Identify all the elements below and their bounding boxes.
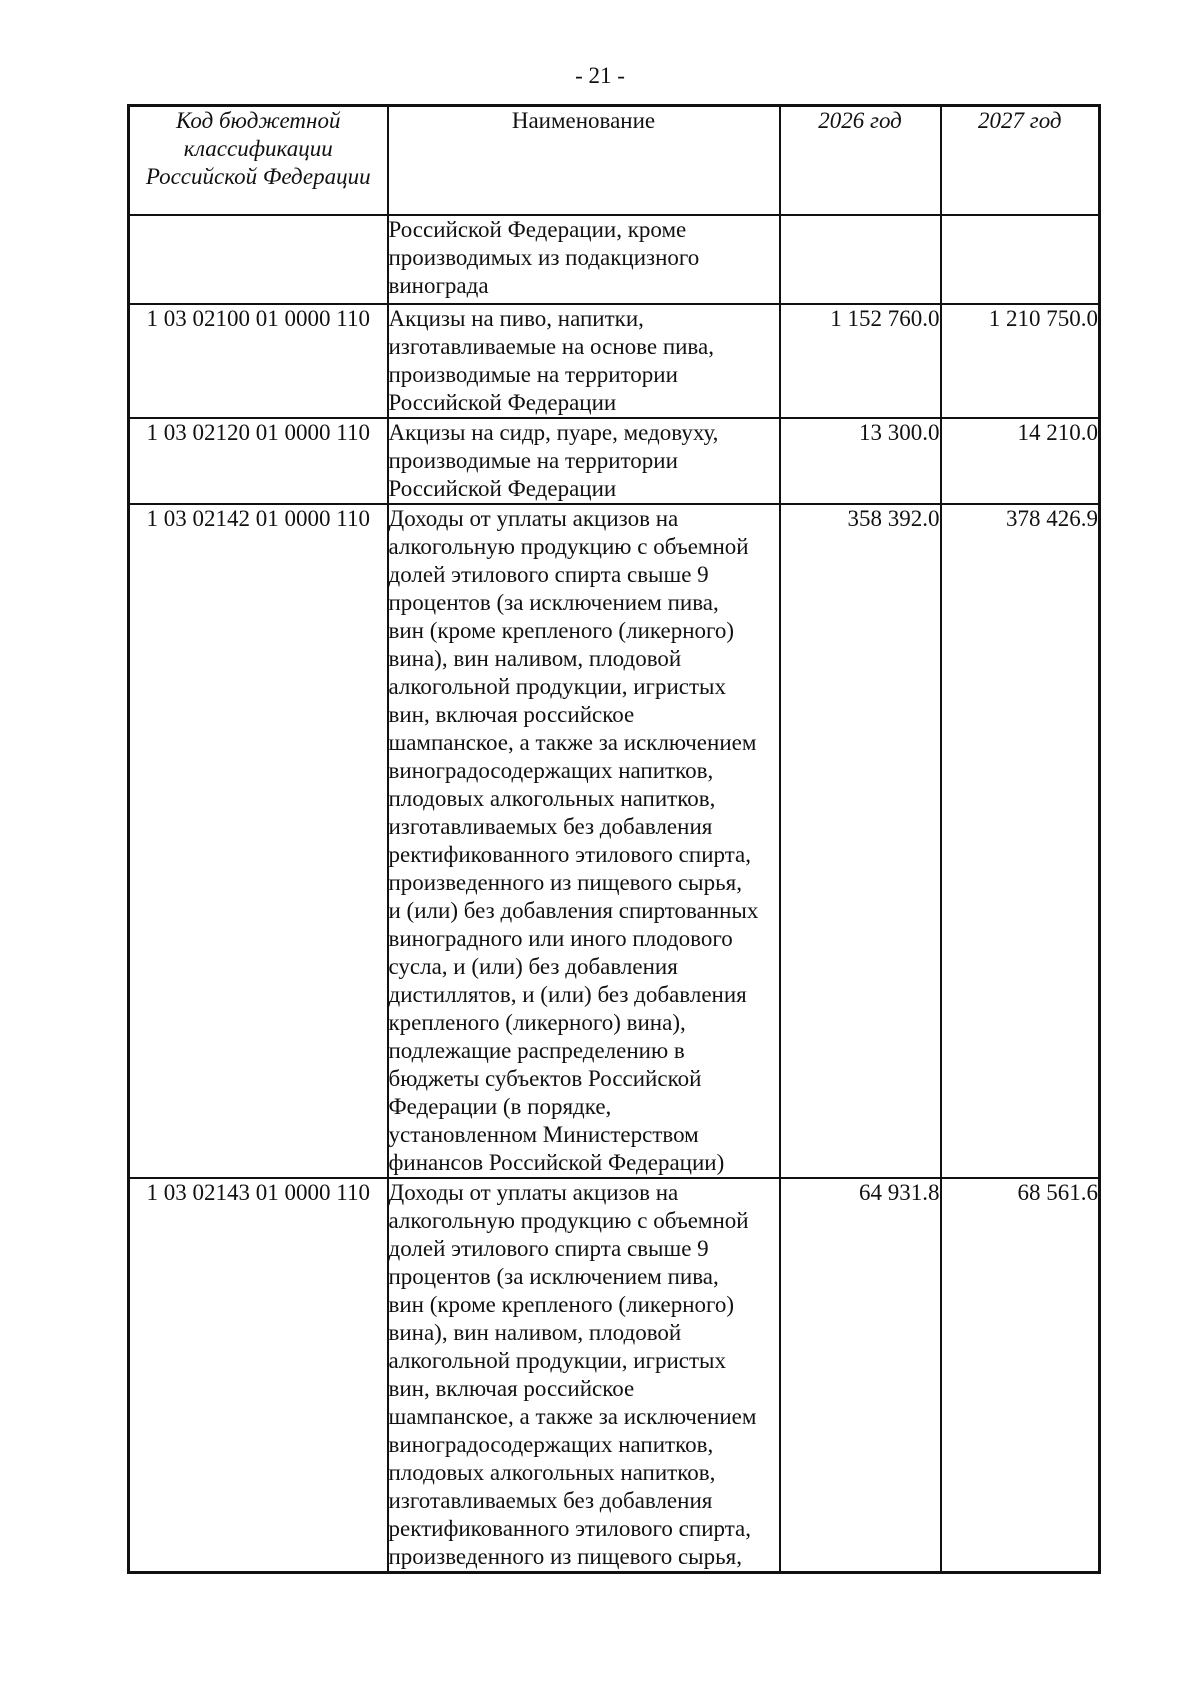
name-line: вина), вин наливом, плодовой	[388, 1320, 682, 1345]
name-line: изготавливаемых без добавления	[388, 814, 713, 839]
cell-name	[388, 304, 780, 418]
cell-name	[388, 215, 780, 304]
table-header-row	[129, 106, 1100, 216]
name-line: вин (кроме крепленого (ликерного)	[388, 1292, 735, 1317]
name-line: алкогольную продукцию с объемной	[388, 1208, 749, 1233]
page-number: - 21 -	[575, 63, 625, 88]
name-line: подлежащие распределению в	[388, 1038, 685, 1063]
name-line: финансов Российской Федерации)	[388, 1150, 725, 1175]
name-line: шампанское, а также за исключением	[388, 730, 757, 755]
name-line: дистиллятов, и (или) без добавления	[388, 982, 747, 1007]
name-line: виноградосодержащих напитков,	[388, 758, 714, 783]
cell-value-2027	[941, 215, 1100, 304]
name-line: Федерации (в порядке,	[388, 1094, 612, 1119]
name-line: плодовых алкогольных напитков,	[388, 1460, 716, 1485]
cell-value-2027: 1 210 750.0	[941, 304, 1100, 418]
name-line: вин, включая российское	[388, 1376, 635, 1401]
name-line: Доходы от уплаты акцизов на	[388, 1180, 679, 1205]
table-row	[129, 1178, 1100, 1573]
name-line: Акцизы на сидр, пуаре, медовуху,	[388, 420, 719, 445]
budget-table	[127, 104, 1101, 1574]
name-line: плодовых алкогольных напитков,	[388, 786, 716, 811]
name-line: и (или) без добавления спиртованных	[388, 898, 759, 923]
table-row	[129, 504, 1100, 1178]
cell-value-2026: 64 931.8	[780, 1178, 941, 1573]
name-line: виноградосодержащих напитков,	[388, 1432, 714, 1457]
cell-budget-code: 1 03 02120 01 0000 110	[129, 418, 388, 504]
name-line: процентов (за исключением пива,	[388, 1264, 719, 1289]
name-line: крепленого (ликерного) вина),	[388, 1010, 686, 1035]
header-code-line: Код бюджетной	[176, 108, 341, 133]
cell-budget-code: 1 03 02142 01 0000 110	[129, 504, 388, 1178]
cell-value-2026: 358 392.0	[780, 504, 941, 1178]
cell-budget-code	[129, 215, 388, 304]
name-line: производимые на территории	[388, 448, 678, 473]
header-year-2026: 2026 год	[780, 106, 941, 216]
name-line: алкогольной продукции, игристых	[388, 674, 726, 699]
cell-name	[388, 418, 780, 504]
name-line: долей этилового спирта свыше 9	[388, 1236, 709, 1261]
cell-value-2027: 378 426.9	[941, 504, 1100, 1178]
cell-value-2026: 1 152 760.0	[780, 304, 941, 418]
name-line: установленном Министерством	[388, 1122, 699, 1147]
name-line: ректификованного этилового спирта,	[388, 842, 751, 867]
cell-budget-code: 1 03 02100 01 0000 110	[129, 304, 388, 418]
header-name: Наименование	[388, 106, 780, 216]
name-line: производимых из подакцизного	[388, 245, 700, 270]
header-code-line: Российской Федерации	[145, 164, 371, 189]
name-line: винограда	[388, 273, 489, 298]
name-line: виноградного или иного плодового	[388, 926, 733, 951]
name-line: производимые на территории	[388, 362, 678, 387]
name-line: вин (кроме крепленого (ликерного)	[388, 618, 735, 643]
cell-value-2026	[780, 215, 941, 304]
table-row	[129, 215, 1100, 304]
cell-value-2026: 13 300.0	[780, 418, 941, 504]
name-line: Доходы от уплаты акцизов на	[388, 506, 679, 531]
name-line: изготавливаемых без добавления	[388, 1488, 713, 1513]
name-line: произведенного из пищевого сырья,	[388, 870, 742, 895]
header-year-2027: 2027 год	[941, 106, 1100, 216]
cell-name	[388, 1178, 780, 1573]
name-line: Российской Федерации	[388, 476, 617, 501]
cell-value-2027: 68 561.6	[941, 1178, 1100, 1573]
name-line: Российской Федерации, кроме	[388, 217, 687, 242]
name-line: бюджеты субъектов Российской	[388, 1066, 702, 1091]
table-row	[129, 418, 1100, 504]
header-code	[129, 106, 388, 216]
name-line: алкогольную продукцию с объемной	[388, 534, 749, 559]
name-line: шампанское, а также за исключением	[388, 1404, 757, 1429]
name-line: алкогольной продукции, игристых	[388, 1348, 726, 1373]
name-line: изготавливаемые на основе пива,	[388, 334, 714, 359]
name-line: Акцизы на пиво, напитки,	[388, 306, 644, 331]
name-line: ректификованного этилового спирта,	[388, 1516, 751, 1541]
name-line: вин, включая российское	[388, 702, 635, 727]
table-row	[129, 304, 1100, 418]
name-line: сусла, и (или) без добавления	[388, 954, 678, 979]
name-line: Российской Федерации	[388, 390, 617, 415]
cell-budget-code: 1 03 02143 01 0000 110	[129, 1178, 388, 1573]
name-line: произведенного из пищевого сырья,	[388, 1544, 742, 1569]
name-line: вина), вин наливом, плодовой	[388, 646, 682, 671]
name-line: процентов (за исключением пива,	[388, 590, 719, 615]
cell-name	[388, 504, 780, 1178]
name-line: долей этилового спирта свыше 9	[388, 562, 709, 587]
header-code-line: классификации	[183, 136, 333, 161]
cell-value-2027: 14 210.0	[941, 418, 1100, 504]
